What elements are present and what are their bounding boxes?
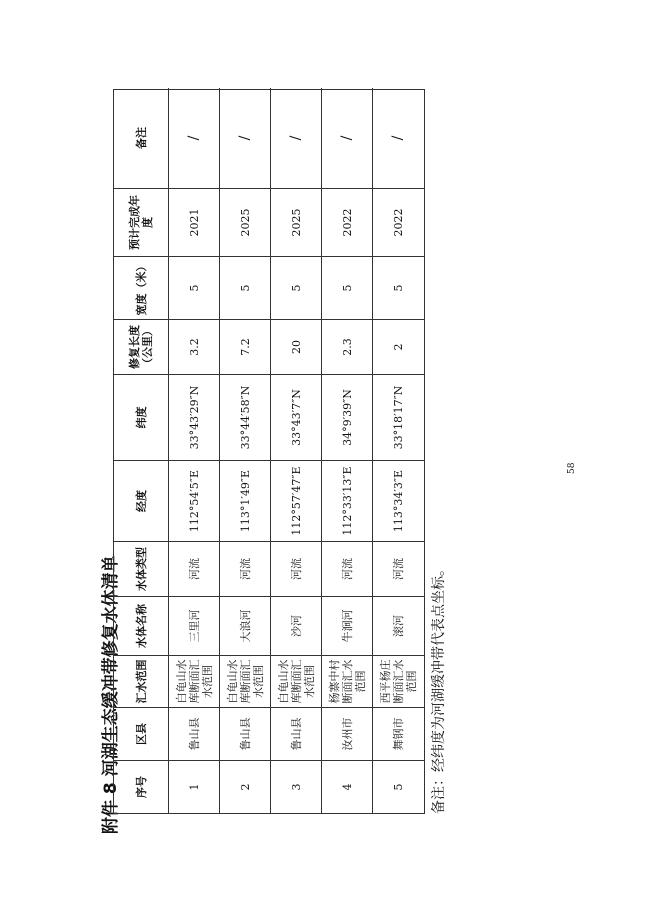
table-cell-col-remark: /	[271, 88, 322, 188]
header-col-longitude: 经度	[114, 460, 169, 541]
table-cell-col-longitude: 113°1′49″E	[220, 460, 271, 541]
table-cell-col-remark: /	[220, 88, 271, 188]
page-title: 附件 8 河湖生态缓冲带修复水体清单	[101, 555, 121, 834]
header-col-length: 修复长度（公里）	[114, 319, 169, 374]
table-cell-col-width: 5	[271, 256, 322, 319]
table-cell-col-water-name: 滚河	[373, 596, 424, 655]
page-number: 58	[567, 462, 577, 474]
table-cell-col-index: 3	[271, 760, 322, 813]
table-cell-col-index: 5	[373, 760, 424, 813]
table-cell-col-remark: /	[169, 88, 220, 188]
header-col-year: 预计完成年度	[114, 188, 169, 256]
table-cell-col-catchment: 白龟山水库断面汇水范围	[271, 655, 322, 707]
table-cell-col-index: 1	[169, 760, 220, 813]
table-cell-col-width: 5	[169, 256, 220, 319]
table-cell-col-longitude: 112°54′5″E	[169, 460, 220, 541]
table-cell-col-year: 2021	[169, 188, 220, 256]
table-note: 备注：经纬度为河湖缓冲带代表点坐标。	[431, 562, 447, 814]
table-cell-col-water-type: 河流	[322, 541, 373, 596]
table-cell-col-longitude: 112°33′13″E	[322, 460, 373, 541]
header-col-water-name: 水体名称	[114, 596, 169, 655]
table-cell-col-water-name: 牛涧河	[322, 596, 373, 655]
header-col-index: 序号	[114, 760, 169, 813]
table-cell-col-latitude: 33°43′7″N	[271, 374, 322, 460]
table-cell-col-width: 5	[373, 256, 424, 319]
rotated-page	[0, 34, 650, 834]
header-col-county: 区县	[114, 707, 169, 760]
table-cell-col-catchment: 西平杨庄断面汇水范围	[373, 655, 424, 707]
table-cell-col-county: 鲁山县	[220, 707, 271, 760]
table-cell-col-county: 汝州市	[322, 707, 373, 760]
header-col-remark: 备注	[114, 88, 169, 188]
table-cell-col-longitude: 112°57′47″E	[271, 460, 322, 541]
table-cell-col-water-name: 大浪河	[220, 596, 271, 655]
table-cell-col-length: 2.3	[322, 319, 373, 374]
table-cell-col-year: 2025	[220, 188, 271, 256]
table-cell-col-remark: /	[322, 88, 373, 188]
table-cell-col-water-type: 河流	[220, 541, 271, 596]
header-col-water-type: 水体类型	[114, 541, 169, 596]
table-cell-col-latitude: 33°18′17″N	[373, 374, 424, 460]
table-cell-col-county: 鲁山县	[271, 707, 322, 760]
table-cell-col-water-name: 沙河	[271, 596, 322, 655]
table-cell-col-width: 5	[322, 256, 373, 319]
table-cell-col-length: 3.2	[169, 319, 220, 374]
table-cell-col-water-type: 河流	[373, 541, 424, 596]
table-cell-col-index: 2	[220, 760, 271, 813]
table-cell-col-year: 2022	[373, 188, 424, 256]
table-cell-col-remark: /	[390, 135, 406, 141]
table-cell-col-catchment: 杨寨中村断面汇水范围	[322, 655, 373, 707]
table-cell-col-water-name: 三里河	[169, 596, 220, 655]
table-cell-col-length: 20	[271, 319, 322, 374]
table-cell-col-length: 2	[373, 319, 424, 374]
table-cell-col-county: 鲁山县	[169, 707, 220, 760]
table-cell-col-latitude: 33°43′29″N	[169, 374, 220, 460]
table-cell-col-latitude: 33°44′58″N	[220, 374, 271, 460]
table-cell-col-water-type: 河流	[169, 541, 220, 596]
table-cell-col-year: 2025	[271, 188, 322, 256]
table-cell-col-catchment: 白龟山水库断面汇水范围	[220, 655, 271, 707]
table-cell-col-index: 4	[322, 760, 373, 813]
header-col-catchment: 汇水范围	[114, 655, 169, 707]
table-cell-col-water-type: 河流	[271, 541, 322, 596]
table-cell-col-width: 5	[220, 256, 271, 319]
table-cell-col-longitude: 113°34′3″E	[373, 460, 424, 541]
table-cell-col-latitude: 34°9′39″N	[322, 374, 373, 460]
table-cell-col-county: 舞钢市	[373, 707, 424, 760]
header-col-latitude: 纬度	[114, 374, 169, 460]
table-cell-col-catchment: 白龟山水库断面汇水范围	[169, 655, 220, 707]
table-cell-col-length: 7.2	[220, 319, 271, 374]
header-col-width: 宽度（米）	[114, 256, 169, 319]
table-cell-col-year: 2022	[322, 188, 373, 256]
water-body-table	[113, 89, 425, 814]
